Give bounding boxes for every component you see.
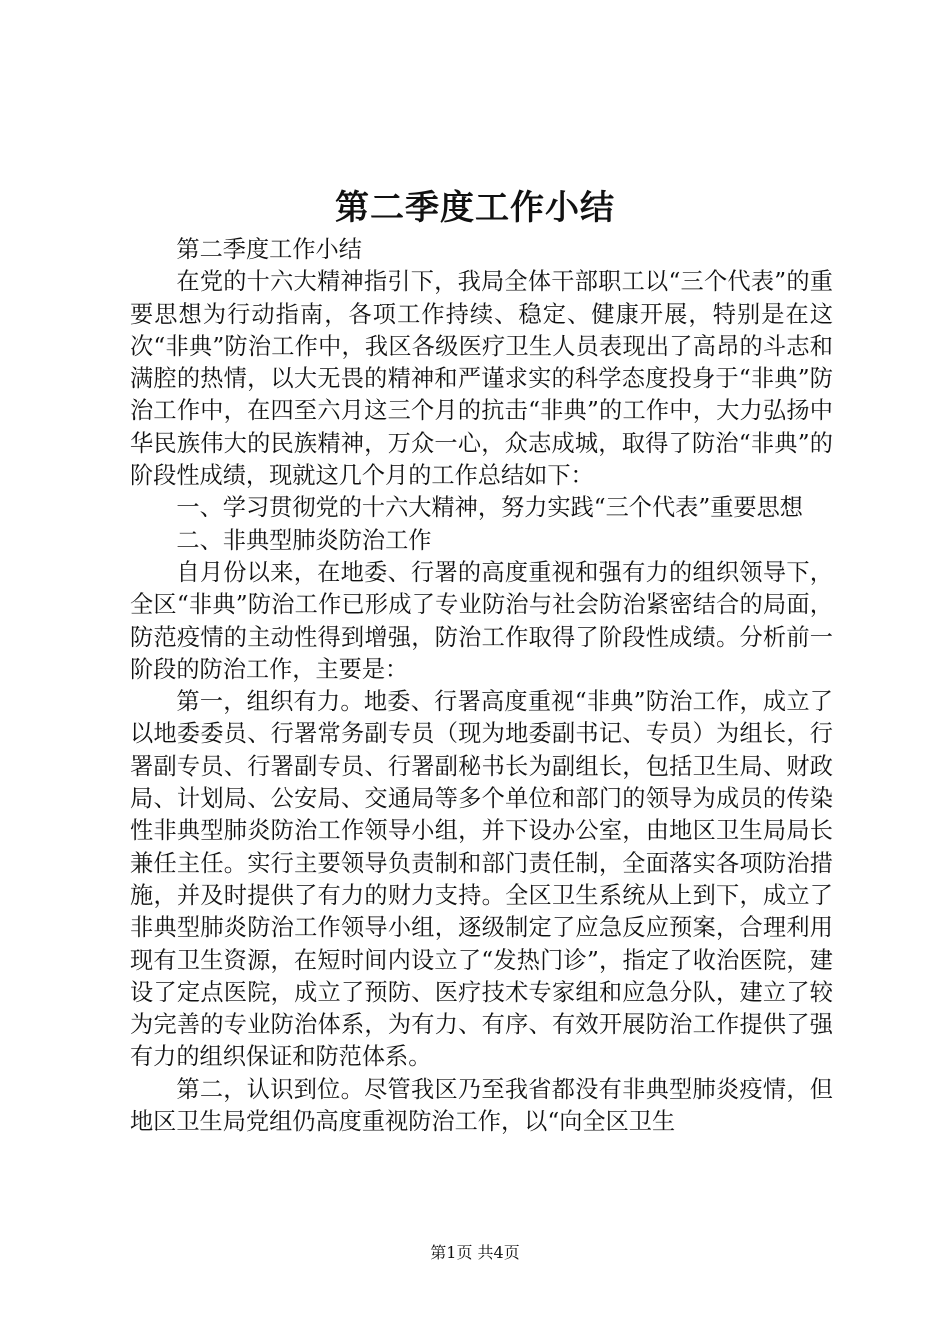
paragraph-point-2: 第二，认识到位。尽管我区乃至我省都没有非典型肺炎疫情，但地区卫生局党组仍高度重视防治工作，以“向全区卫生 xyxy=(130,1075,833,1136)
paragraph-subtitle: 第二季度工作小结 xyxy=(176,236,362,263)
section-heading-1: 一、学习贯彻党的十六大精神，努力实践“三个代表”重要思想 xyxy=(176,494,803,522)
paragraph-point-1: 第一，组织有力。地委、行署高度重视“非典”防治工作，成立了以地委委员、行署常务副专员（现为地委副书记、专员）为组长，行署副专员、行署副专员、行署副秘书长为副组长，包括卫生局、财政局、计划局、公安局、交通局等多个单位和部门的领导为成员的传染性非典型肺炎防治工作领导小组，并下设办公室，由地区卫生局局长兼任主任。实行主要领导负责制和部门责任制，全面落实各项防治措施，并及时提供了有力的财力支持。全区卫生系统从上到下，成立了非典型肺炎防治工作领导小组，逐级制定了应急反应预案，合理利用现有卫生资源，在短时间内设立了“发热门诊”，指定了收治医院，建设了定点医院，成立了预防、医疗技术专家组和应急分队，建立了较为完善的专业防治体系，为有力、有序、有效开展防治工作提供了强有力的组织保证和防范体系。 xyxy=(130,688,833,1071)
section-heading-2: 二、非典型肺炎防治工作 xyxy=(176,526,432,554)
paragraph-overview: 自月份以来，在地委、行署的高度重视和强有力的组织领导下，全区“非典”防治工作已形成了专业防治与社会防治紧密结合的局面，防范疫情的主动性得到增强，防治工作取得了阶段性成绩。分析前一阶段的防治工作，主要是： xyxy=(130,558,833,683)
page-number-footer: 第1页 共4页 xyxy=(430,1243,520,1262)
document-title: 第二季度工作小结 xyxy=(335,188,615,228)
document-body xyxy=(130,234,833,1138)
paragraph-intro: 在党的十六大精神指引下，我局全体干部职工以“三个代表”的重要思想为行动指南，各项工作持续、稳定、健康开展，特别是在这次“非典”防治工作中，我区各级医疗卫生人员表现出了高昂的斗志和满腔的热情，以大无畏的精神和严谨求实的科学态度投身于“非典”防治工作中，在四至六月这三个月的抗击“非典”的工作中，大力弘扬中华民族伟大的民族精神，万众一心，众志成城，取得了防治“非典”的阶段性成绩，现就这几个月的工作总结如下： xyxy=(130,268,833,490)
